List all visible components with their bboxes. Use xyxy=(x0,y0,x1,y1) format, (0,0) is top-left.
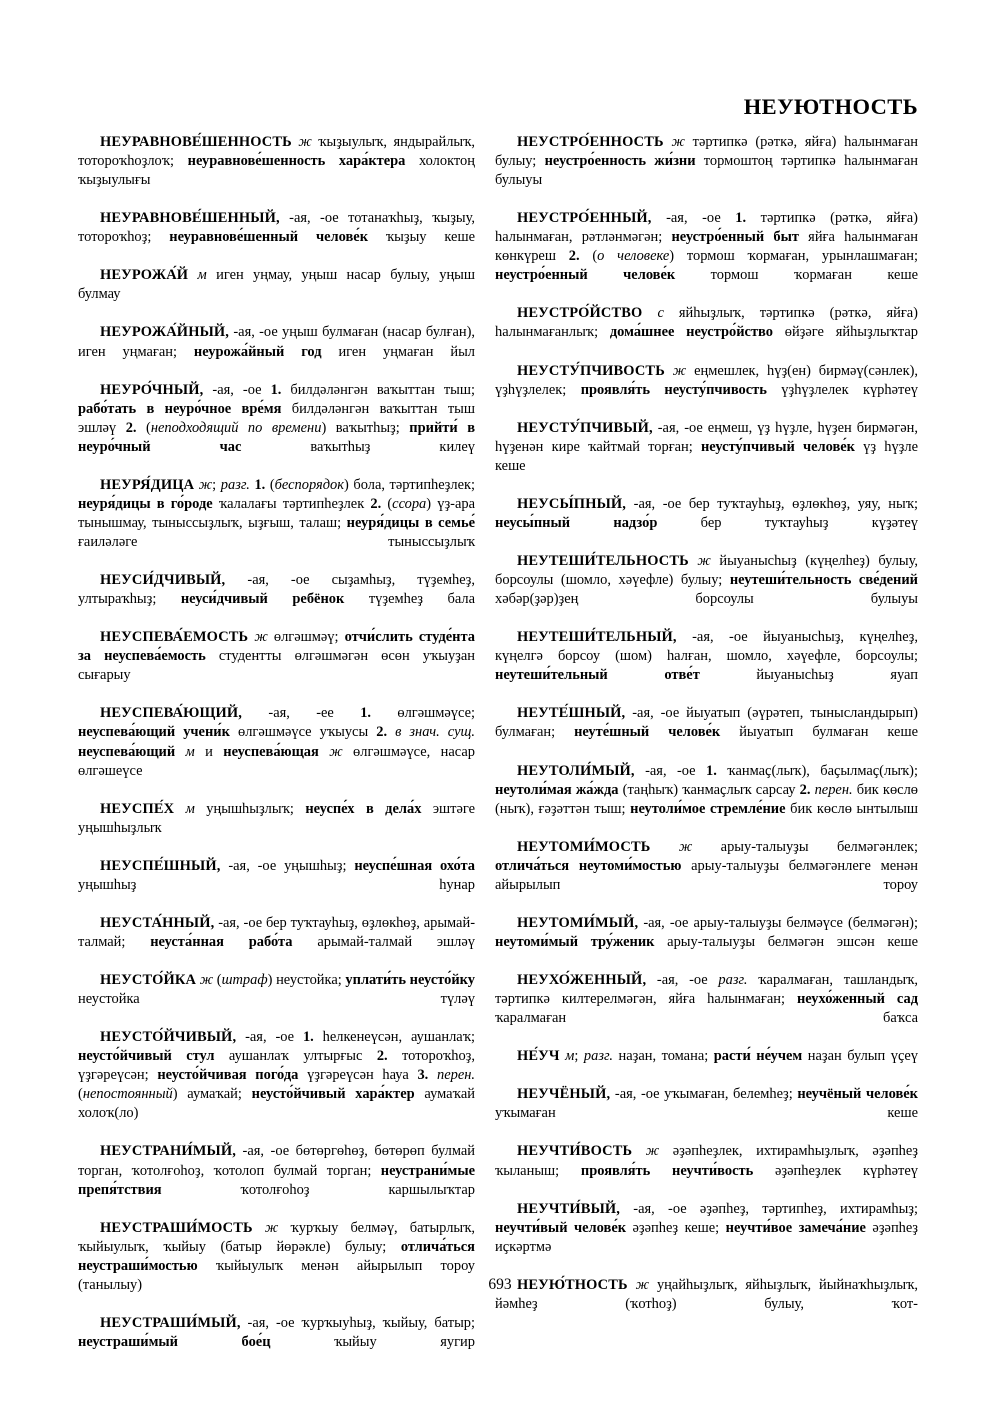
entry-gloss: уҡымаған кеше xyxy=(495,1105,918,1122)
entry-gloss: ) тормош ҡормаған, урынлашмаған; xyxy=(669,248,919,265)
dictionary-entry xyxy=(495,838,918,914)
entry-headword: НЕУСТРАНИ́МЫЙ, xyxy=(100,1143,236,1160)
entry-example: неуста́нная рабо́та xyxy=(150,933,293,950)
entry-gloss: уңышһыҙ һунар xyxy=(78,876,475,893)
entry-gloss: -ая, -ое xyxy=(646,972,719,989)
entry-headword: НЕУСТУ́ПЧИВОСТЬ xyxy=(517,362,665,379)
entry-example: неутоли́мая жа́жда xyxy=(495,781,619,798)
dictionary-entry xyxy=(78,704,475,799)
entry-example: неутеши́тельный отве́т xyxy=(495,667,700,684)
entry-example: неуравнове́шенность хара́ктера xyxy=(187,153,406,170)
entry-label: ж xyxy=(678,838,693,855)
entry-gloss: ( xyxy=(381,495,393,512)
entry-example: неусту́пчивый челове́к xyxy=(700,438,855,455)
entry-gloss: ) бола, тәртипһеҙлек; xyxy=(344,476,476,493)
entry-example: неуспева́ющий xyxy=(78,743,176,760)
entry-gloss: наҙан булып үҫеү xyxy=(802,1048,918,1065)
entry-example: неустро́енный быт xyxy=(671,229,799,246)
entry-headword: НЕУСТО́ЙКА xyxy=(100,972,197,989)
entry-example: неучти́вое замеча́ние xyxy=(725,1219,866,1236)
dictionary-entry xyxy=(78,1028,475,1142)
entry-gloss: -ая, -ое уҡымаған, белемһеҙ; xyxy=(610,1086,798,1103)
entry-gloss: -ая, -ое арыу-талыуҙы белмәүсе (белмәгән); xyxy=(638,914,918,931)
dictionary-entry xyxy=(78,971,475,1028)
entry-gloss: билдәләнгән ваҡыттан тыш; xyxy=(281,381,475,398)
dictionary-entry xyxy=(78,571,475,628)
entry-gloss: ҡалалағы тәртипһеҙлек xyxy=(212,495,371,512)
dictionary-entry xyxy=(495,1047,918,1085)
entry-gloss xyxy=(174,801,185,817)
entry-label: ж xyxy=(672,362,687,379)
entry-gloss: йыуанысһыҙ (күңелһеҙ) булыу, борсоулы (шомло, хәүефле) булыу; xyxy=(495,553,918,589)
entry-example: неуси́дчивый ребёнок xyxy=(180,591,345,608)
dictionary-entry xyxy=(495,362,918,419)
dictionary-entry xyxy=(495,1142,918,1199)
dictionary-entry xyxy=(78,1219,475,1314)
entry-gloss: -ая, -ое xyxy=(634,762,706,779)
entry-gloss: -ая, -ое еңмеш, үҙ һүҙле, һүҙен бирмәгән, һүҙенән кире ҡайтмай торған; xyxy=(495,419,918,455)
entry-gloss: ҡурҡыу белмәү, батырлыҡ, ҡыйыулыҡ, ҡыйыу (батыр йөрәкле) булыу; xyxy=(78,1219,475,1255)
entry-gloss: -ая, -ое xyxy=(236,1029,303,1046)
entry-gloss: яйға һалынмаған көнкүреш xyxy=(495,229,918,265)
entry-example: неуря́дицы в го́роде xyxy=(78,495,213,512)
entry-gloss: -ая, -ое xyxy=(651,210,736,227)
entry-example: неучёный челове́к xyxy=(797,1086,918,1103)
entry-gloss: бик көслө ынтылыш xyxy=(785,800,918,817)
running-head: НЕУЮТНОСТЬ xyxy=(743,94,918,119)
entry-gloss: уңышһыҙлыҡ; xyxy=(194,800,306,817)
entry-gloss: ) неустойка; xyxy=(267,972,346,989)
entry-label: неподходящий по времени xyxy=(150,419,322,436)
entry-label: ссора xyxy=(392,495,427,512)
entry-gloss xyxy=(319,744,329,760)
entry-gloss: тормош ҡормаған кеше xyxy=(675,267,918,284)
entry-gloss: неустойка түләү xyxy=(78,991,475,1008)
entry-example: неуспева́ющая xyxy=(223,743,319,760)
entry-gloss: үҙ һүҙле кеше xyxy=(495,438,919,474)
entry-gloss: йыуатып булмаған кеше xyxy=(720,724,918,741)
entry-gloss xyxy=(650,839,678,855)
entry-label: перен. xyxy=(436,1067,475,1084)
entry-headword: НЕУЮ́ТНОСТЬ xyxy=(517,1276,628,1293)
dictionary-entry xyxy=(495,133,918,209)
entry-headword: НЕУРОЖА́ЙНЫЙ, xyxy=(100,324,230,341)
entry-example: неустро́енный челове́к xyxy=(495,267,676,284)
entry-gloss: -ая, -ее xyxy=(242,705,361,722)
entry-gloss: өлгәшмәүсе, насар өлгәшеүсе xyxy=(78,743,475,779)
entry-gloss: яйһыҙлыҡ, тәртипкә (рәткә, яйға) һалынмағанлыҡ; xyxy=(495,305,918,341)
entry-example: 2. xyxy=(568,248,580,265)
entry-label: непостоянный xyxy=(82,1086,173,1103)
dictionary-entry xyxy=(495,209,918,304)
entry-gloss: арыу-талыуҙы белмәгәнлек; xyxy=(692,838,918,855)
entry-example: отлича́ться неутоми́мостью xyxy=(495,857,682,874)
entry-headword: НЕУРАВНОВЕ́ШЕННЫЙ, xyxy=(100,210,280,227)
entry-gloss: студентты өлгәшмәгән өсөн уҡыуҙан сығарыу xyxy=(78,648,475,684)
entry-gloss xyxy=(188,267,197,283)
entry-gloss: арыу-талыуҙы белмәгәнлеге менән айырылып тороу xyxy=(495,857,918,893)
entry-example: неустро́енность жи́зни xyxy=(544,153,696,170)
entry-gloss: ҡотолғоһоҙ каршылыҡтар xyxy=(161,1181,475,1198)
entry-example: неуте́шный челове́к xyxy=(574,724,721,741)
entry-gloss: тәртипкә (рәткә, яйға) һалынмаған, рәтләнмәгән; xyxy=(495,210,918,246)
entry-label: с xyxy=(657,305,664,322)
entry-gloss: өлгәшмәүсе; xyxy=(371,705,476,722)
entry-gloss: ; xyxy=(212,476,221,493)
entry-gloss: -ая, -ое уңышһыҙ; xyxy=(220,857,355,874)
entry-headword: НЕУСТРО́ЙСТВО xyxy=(517,305,643,322)
entry-headword: НЕУТЕ́ШНЫЙ, xyxy=(517,705,626,722)
entry-gloss: -ая, -ое бер туҡтауһыҙ, өҙлөкһөҙ, арымай-талмай; xyxy=(78,914,475,950)
entry-example: неутеши́тельность све́дений xyxy=(729,572,919,589)
entry-example: 3. xyxy=(417,1067,429,1084)
entry-headword: НЕУСПЕВА́ЮЩИЙ, xyxy=(100,705,243,722)
entry-example: неурожа́йный год xyxy=(193,343,322,360)
entry-gloss: -ая, -ое сыҙамһыҙ, түҙемһеҙ, ултыраҡһыҙ; xyxy=(78,572,475,608)
dictionary-entry xyxy=(495,495,918,552)
entry-headword: НЕУРЯ́ДИЦА xyxy=(100,476,195,493)
entry-label: м xyxy=(185,743,195,760)
entry-gloss: (таңһыҡ) ҡанмаҫлыҡ сарсау xyxy=(618,781,800,798)
entry-headword: НЕУСТУ́ПЧИВЫЙ, xyxy=(517,419,653,436)
entry-example: 1. xyxy=(705,762,717,779)
entry-label: ж xyxy=(254,629,268,646)
entry-headword: НЕУТОМИ́МЫЙ, xyxy=(517,914,639,931)
entry-example: неуспе́шная охо́та xyxy=(354,857,475,874)
entry-gloss: ваҡытһыҙ килеү xyxy=(241,438,476,455)
entry-gloss: ҡанмаҫ(лыҡ), баҫылмаҫ(лыҡ); xyxy=(716,762,918,779)
entry-gloss: -ая, -ое тотанаҡһыҙ, ҡыҙыу, тотороҡһоҙ; xyxy=(78,210,475,246)
entry-example: 2. xyxy=(376,1048,388,1065)
entry-label: ж xyxy=(199,972,214,989)
entry-gloss: еңмешлек, һүҙ(ен) бирмәү(сәнлек), үҙһүҙлелек; xyxy=(495,362,918,398)
entry-headword: НЕУСТРО́ЕННОСТЬ xyxy=(517,134,664,150)
dictionary-entry xyxy=(495,1085,918,1142)
entry-label: разг. xyxy=(718,972,748,989)
entry-gloss: үҙһүҙлелек күрһәтеү xyxy=(766,381,918,398)
entry-gloss: әҙәпһеҙлек, ихтирамһыҙлыҡ, әҙәпһеҙ ҡыланыш; xyxy=(495,1143,918,1179)
entry-gloss: эштәге уңышһыҙлыҡ xyxy=(78,800,476,836)
entry-gloss: -ая, -ое әҙәпһеҙ, тәртипһеҙ, ихтирамһыҙ; xyxy=(620,1200,918,1217)
entry-example: неутоми́мый тру́женик xyxy=(495,933,655,950)
entry-label: ж xyxy=(198,476,213,493)
dictionary-entry xyxy=(495,971,918,1047)
entry-example: неутоли́мое стремле́ние xyxy=(630,800,786,817)
entry-label: перен. xyxy=(814,781,853,798)
entry-gloss xyxy=(253,1220,265,1236)
entry-headword: НЕУСПЕ́ШНЫЙ, xyxy=(100,857,221,874)
entry-gloss: -ая, -ое бөтөргөһөҙ, бөтөрөп булмай торган, ҡотолғоһоҙ, ҡотолоп булмай торган; xyxy=(78,1143,475,1179)
entry-example: 2. xyxy=(370,495,382,512)
entry-label: разг. xyxy=(220,476,250,493)
entry-gloss: холоктоң ҡыҙыулығы xyxy=(78,153,475,189)
entry-gloss xyxy=(632,1143,646,1159)
entry-gloss: и xyxy=(194,743,224,760)
entry-gloss: ( xyxy=(265,476,275,493)
column-left xyxy=(78,133,475,1371)
entry-gloss: -ая, -ое ҡурҡыуһыҙ, ҡыйыу, батыр; xyxy=(240,1314,475,1331)
entry-label: ж xyxy=(645,1143,660,1160)
dictionary-entry xyxy=(495,762,918,838)
entry-gloss xyxy=(175,744,185,760)
dictionary-entry xyxy=(495,304,918,361)
entry-label: в знач. сущ. xyxy=(395,724,475,741)
entry-gloss: йыуанысһыҙ яуап xyxy=(699,667,918,684)
entry-example: проявля́ть неучти́вость xyxy=(580,1162,754,1179)
entry-label: ж xyxy=(264,1219,279,1236)
entry-gloss: -ая, -ое уңыш булмаған (насар булған), иген уңмаған; xyxy=(78,324,475,360)
entry-headword: НЕУРО́ЧНЫЙ, xyxy=(100,381,204,398)
entry-gloss: бик көслө (ныҡ), ғәҙәттән тыш; xyxy=(495,781,918,817)
entry-gloss: аумаҡай холоҡ(ло) xyxy=(78,1086,475,1122)
entry-headword: НЕУТЕШИ́ТЕЛЬНЫЙ, xyxy=(517,629,677,646)
dictionary-entry xyxy=(495,1200,918,1276)
entry-example: 1. xyxy=(254,476,266,493)
entry-gloss: ҡыйыу яугир xyxy=(270,1333,475,1350)
entry-gloss: арыу-талыуҙы белмәгән эшсән кеше xyxy=(654,933,918,950)
dictionary-entry xyxy=(78,1314,475,1371)
entry-gloss: әҙәпһеҙлек күрһәтеү xyxy=(753,1162,918,1179)
entry-gloss: уңайһыҙлыҡ, яйһыҙлыҡ, йыйнаҡһыҙлыҡ, йәмһеҙ (ҡотһоҙ) булыу, ҡот- xyxy=(495,1276,919,1312)
entry-gloss: -ая, -ое xyxy=(203,381,271,398)
entry-example: 1. xyxy=(270,381,282,398)
entry-example: расти́ не́учем xyxy=(713,1048,803,1065)
entry-label: штраф xyxy=(221,972,268,989)
entry-gloss xyxy=(642,305,657,321)
entry-label: м xyxy=(185,800,195,817)
entry-gloss: ( xyxy=(136,419,151,436)
entry-example: проявля́ть неусту́пчивость xyxy=(580,381,767,398)
entry-gloss: тотороҡһоҙ, үҙгәреүсән; xyxy=(78,1048,475,1084)
entry-example: неусто́йчивая пого́да xyxy=(157,1067,299,1084)
entry-gloss: аушанлаҡ ултырғыс xyxy=(214,1048,377,1065)
entry-example: рабо́тать в неуро́чное вре́мя xyxy=(78,400,282,417)
entry-example: прийти́ в неуро́чный час xyxy=(78,419,476,455)
entry-example: неусто́йчивый хара́ктер xyxy=(251,1086,415,1103)
dictionary-entry xyxy=(78,266,475,323)
entry-example: отчи́слить студе́нта за неуспева́емость xyxy=(78,629,475,665)
page-number: 693 xyxy=(488,1276,512,1293)
entry-label: м xyxy=(565,1048,575,1065)
entry-gloss xyxy=(428,1067,437,1083)
entry-example: 2. xyxy=(799,781,811,798)
entry-gloss: ( xyxy=(579,248,598,265)
entry-example: дома́шнее неустро́йство xyxy=(609,324,773,341)
dictionary-entry xyxy=(78,1142,475,1218)
entry-example: 2. xyxy=(125,419,137,436)
entry-headword: НЕУСТРАШИ́МОСТЬ xyxy=(100,1219,253,1236)
entry-headword: НЕУТОМИ́МОСТЬ xyxy=(517,838,651,855)
entry-label: о человеке xyxy=(597,248,670,265)
entry-headword: НЕУРАВНОВЕ́ШЕННОСТЬ xyxy=(100,134,292,150)
text-columns xyxy=(78,133,918,1371)
entry-example: отлича́ться неустраши́мостью xyxy=(78,1238,475,1274)
entry-label: разг. xyxy=(583,1048,614,1065)
entry-example: неуспе́х в дела́х xyxy=(305,800,422,817)
dictionary-entry xyxy=(78,133,475,209)
dictionary-entry xyxy=(78,800,475,857)
entry-example: неусы́пный надзо́р xyxy=(495,514,658,531)
dictionary-entry xyxy=(78,209,475,266)
entry-gloss: хәбәр(ҙәр)ҙең борсоулы булыуы xyxy=(495,591,918,608)
dictionary-entry xyxy=(495,914,918,971)
dictionary-entry xyxy=(495,419,918,495)
entry-example: неустраши́мый бое́ц xyxy=(78,1333,271,1350)
entry-example: 1. xyxy=(735,210,747,227)
dictionary-entry xyxy=(78,323,475,380)
entry-gloss: ҡаралмаған, ташландыҡ, тәртипкә килтерелмәгән, яйға һалынмаған; xyxy=(495,972,919,1008)
entry-example: неусто́йчивый стул xyxy=(78,1048,215,1065)
entry-gloss: әҙәпһеҙ кеше; xyxy=(626,1219,726,1236)
entry-gloss: ) ваҡытһыҙ; xyxy=(321,419,410,436)
entry-label: ж xyxy=(635,1276,650,1293)
entry-headword: НЕУТЕШИ́ТЕЛЬНОСТЬ xyxy=(517,553,689,570)
entry-label: ж xyxy=(671,134,685,150)
entry-gloss: бер туҡтауһыҙ күҙәтеү xyxy=(657,514,918,531)
entry-gloss: тәртипкә (рәткә, яйға) һалынмаған булыу; xyxy=(495,134,918,170)
entry-headword: НЕУСТРАШИ́МЫЙ, xyxy=(100,1314,241,1331)
entry-example: уплати́ть неусто́йку xyxy=(345,972,475,989)
entry-gloss: өйҙәге яйһыҙлыҡтар xyxy=(772,324,918,341)
entry-label: беспорядок xyxy=(274,476,344,493)
entry-gloss: һелкенеүсән, аушанлаҡ; xyxy=(313,1029,475,1046)
entry-example: 1. xyxy=(302,1029,314,1046)
entry-gloss: иген уңмаған йыл xyxy=(321,343,475,360)
entry-headword: НЕУСТА́ННЫЙ, xyxy=(100,914,215,931)
entry-gloss: ҡаралмаған баҡса xyxy=(495,1010,918,1027)
entry-headword: НЕУЧТИ́ВЫЙ, xyxy=(517,1200,621,1217)
entry-gloss: түҙемһеҙ бала xyxy=(344,591,475,608)
dictionary-entry xyxy=(495,704,918,761)
dictionary-entry xyxy=(495,552,918,628)
entry-example: неуря́дицы в семье́ xyxy=(346,514,476,531)
entry-gloss: өлгәшмәүсе уҡыусы xyxy=(229,724,377,741)
entry-gloss: тормоштоң тәртипкә һалынмаған булыуы xyxy=(495,153,918,189)
entry-gloss xyxy=(665,363,673,379)
entry-gloss: ҡыҙыулыҡ, яндырайлыҡ, тотороҡһоҙлоҡ; xyxy=(78,134,476,170)
entry-gloss: -ая, -ое йыуанысһыҙ, күңелһеҙ, күңелгә борсоу (шом) һалған, шомло, хәүефле, борсоулы; xyxy=(495,629,918,665)
entry-headword: НЕ́УЧ xyxy=(517,1048,560,1065)
entry-example: 1. xyxy=(360,705,372,722)
entry-gloss: ҡыйыулыҡ менән айырылып тороу (танылыу) xyxy=(78,1257,475,1293)
entry-example: неуравнове́шенный челове́к xyxy=(169,229,369,246)
entry-headword: НЕУЧТИ́ВОСТЬ xyxy=(517,1143,633,1160)
entry-label: ж xyxy=(298,134,312,150)
entry-gloss xyxy=(387,724,395,740)
entry-gloss: арымай-талмай эшләү xyxy=(292,933,475,950)
entry-label: ж xyxy=(697,553,711,570)
entry-gloss: билдәләнгән ваҡыттан тыш эшләү xyxy=(78,400,475,436)
entry-label: ж xyxy=(329,743,343,760)
entry-gloss: ҡыҙыу кеше xyxy=(368,229,475,246)
entry-label: м xyxy=(197,267,207,284)
entry-headword: НЕУСТРО́ЕННЫЙ, xyxy=(517,210,652,227)
entry-example: неуспева́ющий учени́к xyxy=(78,724,230,741)
dictionary-entry xyxy=(78,381,475,476)
dictionary-entry xyxy=(495,628,918,704)
entry-gloss: наҙан, томана; xyxy=(613,1048,714,1065)
entry-headword: НЕУСПЕ́Х xyxy=(100,800,175,817)
entry-gloss: ) үҙ-ара тынышмау, тыныссыҙлыҡ, ыҙғыш, талаш; xyxy=(78,495,475,531)
entry-headword: НЕУСТО́ЙЧИВЫЙ, xyxy=(100,1029,237,1046)
entry-example: неучти́вый челове́к xyxy=(495,1219,627,1236)
entry-gloss: ) аумаҡай; xyxy=(172,1086,252,1103)
entry-headword: НЕУСПЕВА́ЕМОСТЬ xyxy=(100,629,249,646)
entry-gloss: әҙәпһеҙ иҫкәртмә xyxy=(495,1219,918,1255)
entry-headword: НЕУТОЛИ́МЫЙ, xyxy=(517,762,635,779)
entry-headword: НЕУХО́ЖЕННЫЙ, xyxy=(517,972,647,989)
entry-gloss: иген уңмау, уңыш насар булыу, уңыш булмау xyxy=(78,267,475,303)
entry-example: 2. xyxy=(376,724,388,741)
entry-example: неухо́женный сад xyxy=(796,991,918,1008)
entry-gloss: -ая, -ое йыуатып (әүрәтеп, тынысландырып) булмаған; xyxy=(495,705,918,741)
entry-gloss: -ая, -ое бер туҡтауһыҙ, өҙлөкһөҙ, уяу, ныҡ; xyxy=(626,495,918,512)
entry-example: неустрани́мые препя́тствия xyxy=(78,1162,475,1198)
entry-gloss: ( xyxy=(213,972,222,989)
entry-gloss: өлгәшмәү; xyxy=(267,629,345,646)
dictionary-entry xyxy=(78,914,475,971)
entry-headword: НЕУЧЁНЫЙ, xyxy=(517,1086,611,1103)
entry-gloss: үҙгәреүсән һауа xyxy=(298,1067,418,1084)
dictionary-entry xyxy=(78,628,475,704)
dictionary-entry xyxy=(78,476,475,571)
entry-headword: НЕУСИ́ДЧИВЫЙ, xyxy=(100,572,226,589)
entry-gloss: ; xyxy=(574,1048,584,1065)
entry-gloss: ғаиләләге тыныссыҙлыҡ xyxy=(78,533,475,550)
entry-headword: НЕУСЫ́ПНЫЙ, xyxy=(517,495,627,512)
column-right xyxy=(495,133,918,1333)
dictionary-entry xyxy=(78,857,475,914)
entry-headword: НЕУРОЖА́Й xyxy=(100,267,189,284)
entry-gloss: ( xyxy=(78,1086,83,1103)
